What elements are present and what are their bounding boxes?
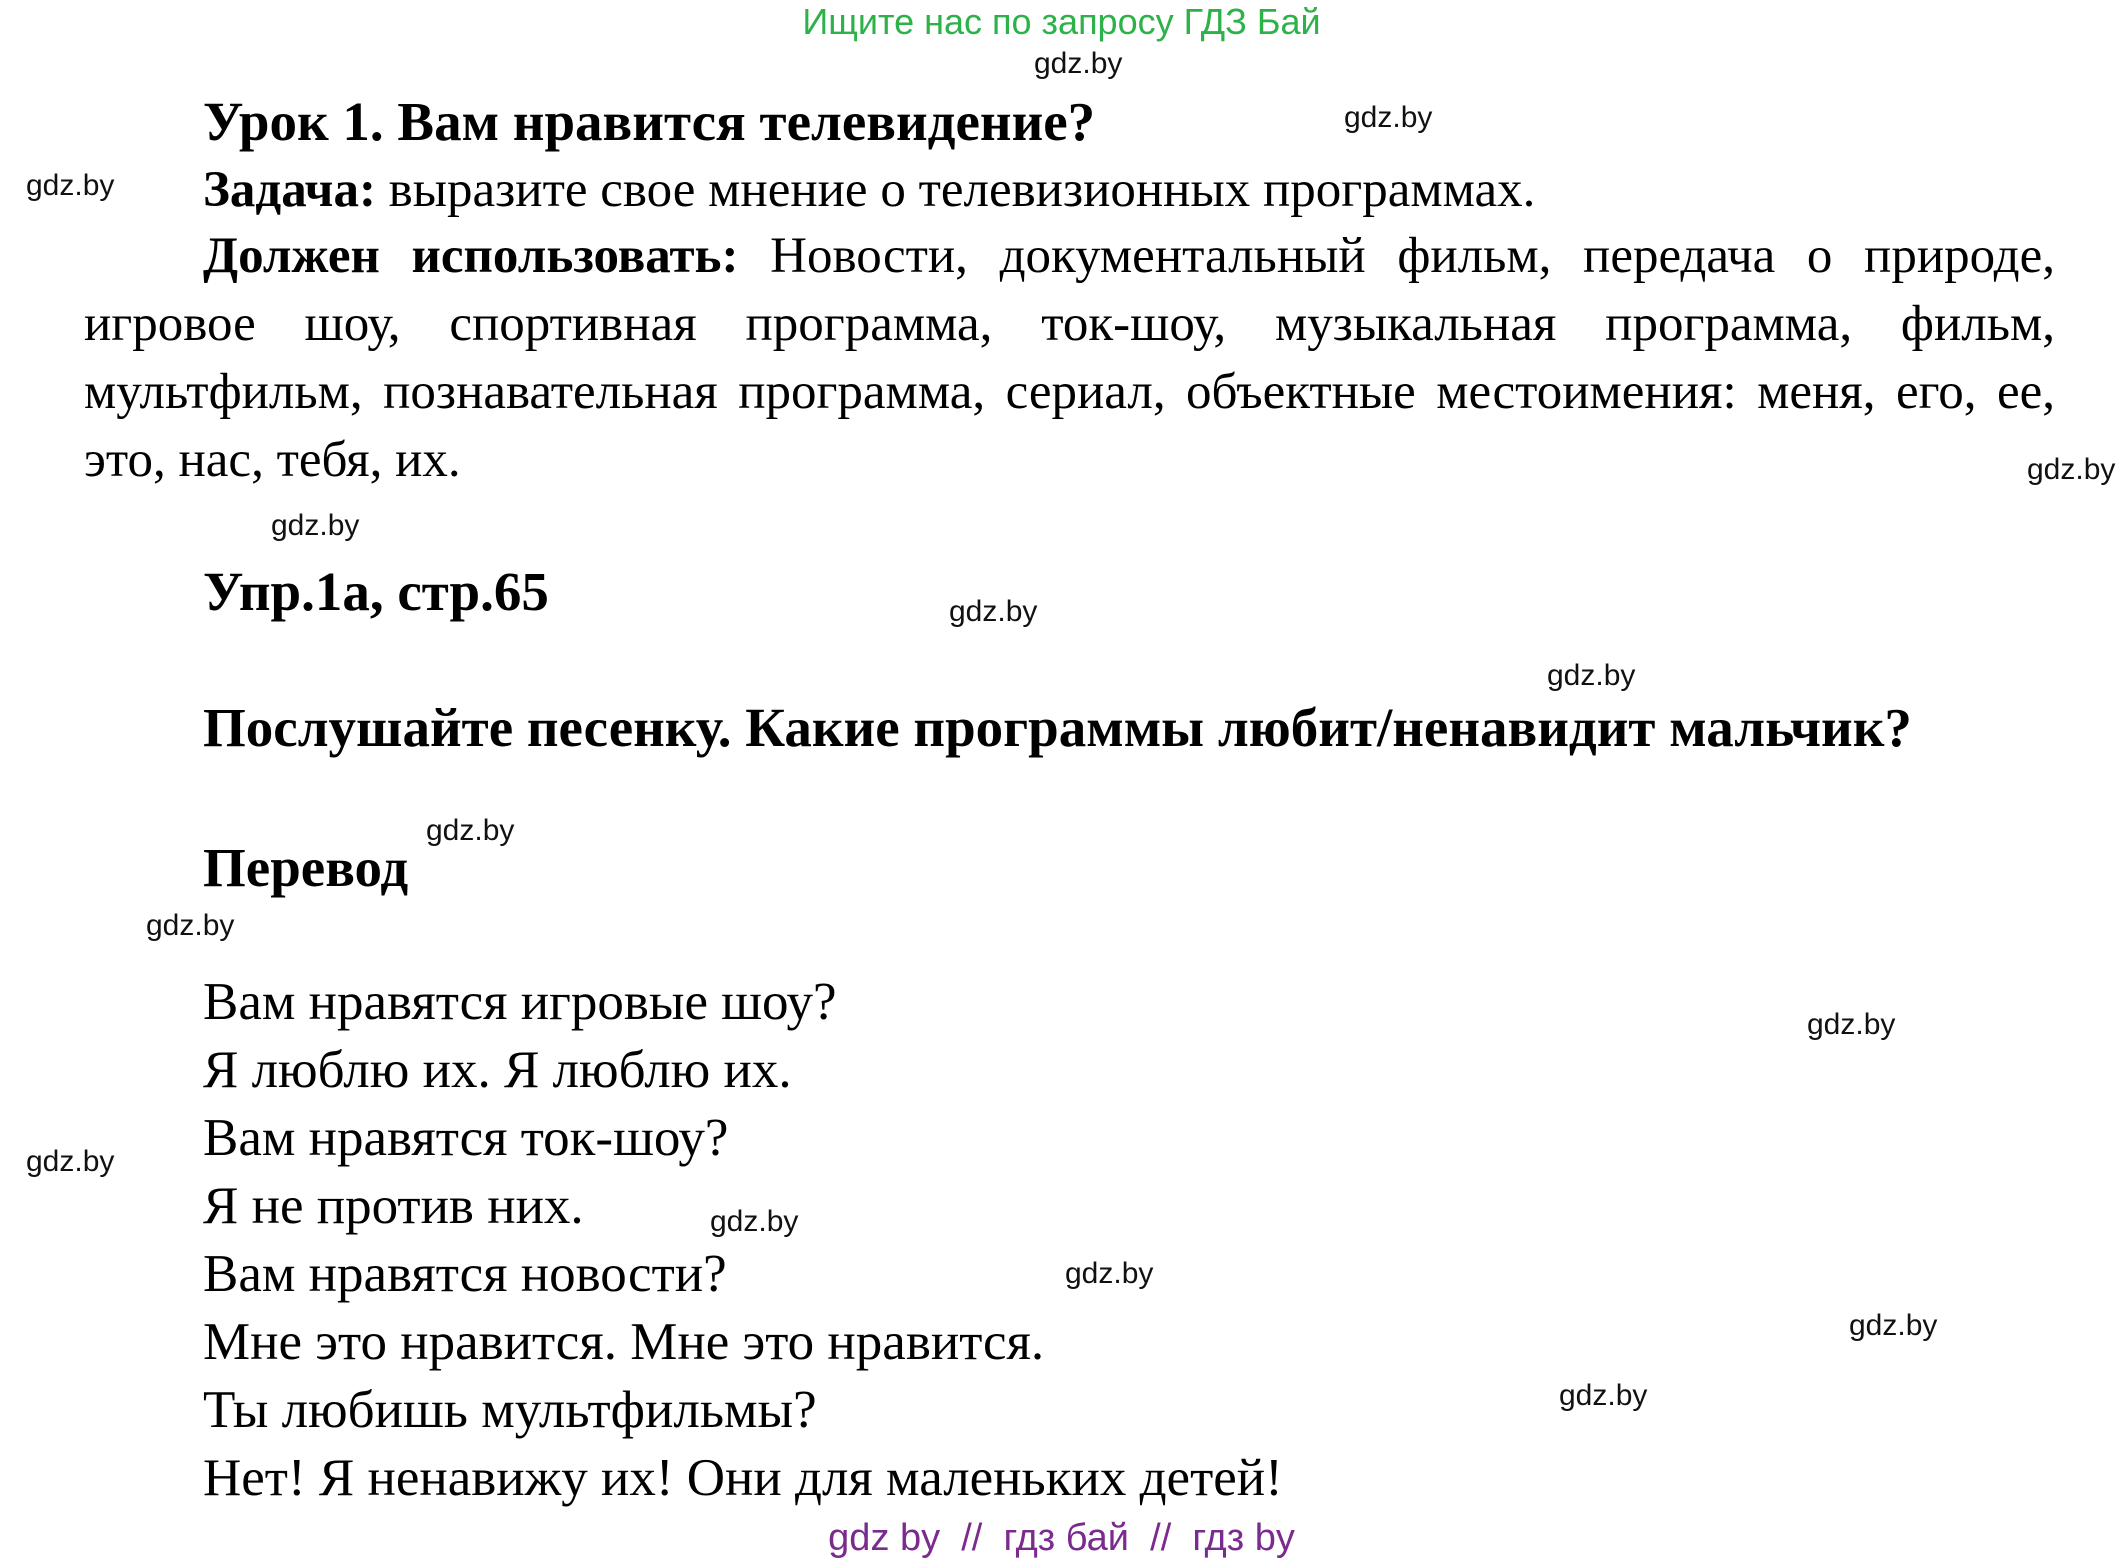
watermark: gdz.by	[1034, 47, 1123, 80]
song-line: Мне это нравится. Мне это нравится.	[203, 1313, 1045, 1371]
song-translation	[203, 968, 1283, 1512]
exercise-title: Упр.1а, стр.65	[203, 561, 549, 622]
watermark: gdz.by	[1344, 101, 1433, 134]
watermark: gdz.by	[949, 595, 1038, 628]
watermark: gdz.by	[2027, 453, 2116, 486]
watermark: gdz.by	[271, 509, 360, 542]
task-paragraph	[203, 158, 1535, 222]
lesson-title: Урок 1. Вам нравится телевидение?	[203, 91, 1096, 152]
must-use-text: Новости, документальный фильм, передача о природе, игровое шоу, спортивная программа, ток-шоу, музыкальная программа, фильм, мультфильм, познавательная программа, сериал, объектные местоимения: меня, его, ее, это, нас, тебя, их.	[84, 228, 2056, 488]
top-banner: Ищите нас по запросу ГДЗ Бай	[802, 1, 1321, 42]
watermark: gdz.by	[26, 1145, 115, 1178]
translation-title: Перевод	[203, 837, 409, 898]
task-label: Задача:	[203, 162, 376, 218]
song-line: Вам нравятся ток-шоу?	[203, 1109, 729, 1167]
exercise-instruction: Послушайте песенку. Какие программы любит/ненавидит мальчик?	[203, 697, 1912, 758]
must-use-label: Должен использовать:	[203, 228, 739, 284]
watermark: gdz.by	[1559, 1379, 1648, 1412]
bottom-banner: gdz by // гдз бай // гдз by	[828, 1517, 1295, 1559]
song-line: Я люблю их. Я люблю их.	[203, 1041, 792, 1099]
song-line: Вам нравятся игровые шоу?	[203, 973, 837, 1031]
song-line: Ты любишь мультфильмы?	[203, 1381, 817, 1439]
watermark: gdz.by	[426, 814, 515, 847]
watermark: gdz.by	[710, 1205, 799, 1238]
watermark: gdz.by	[26, 169, 115, 202]
song-line: Я не против них.	[203, 1177, 584, 1235]
watermark: gdz.by	[1849, 1309, 1938, 1342]
watermark: gdz.by	[1065, 1257, 1154, 1290]
task-text: выразите свое мнение о телевизионных программах.	[375, 162, 1536, 218]
watermark: gdz.by	[1547, 659, 1636, 692]
song-line: Вам нравятся новости?	[203, 1245, 727, 1303]
watermark: gdz.by	[1807, 1008, 1896, 1041]
song-line: Нет! Я ненавижу их! Они для маленьких детей!	[203, 1449, 1283, 1507]
must-use-paragraph	[84, 222, 2055, 494]
watermark: gdz.by	[146, 909, 235, 942]
